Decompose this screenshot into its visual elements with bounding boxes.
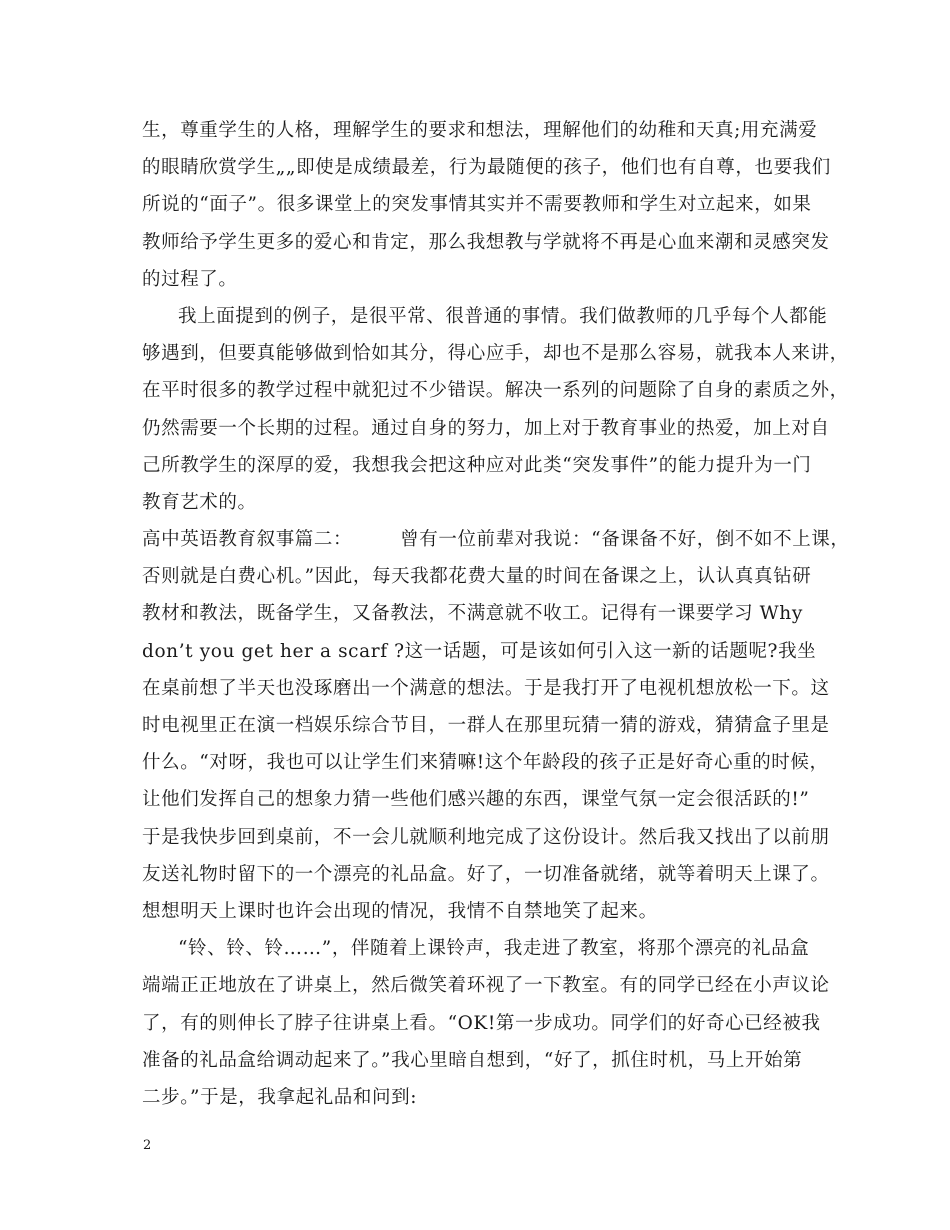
text-line: 够遇到，但要真能够做到恰如其分，得心应手，却也不是那么容易，就我本人来讲，	[142, 343, 849, 365]
body-text	[142, 112, 850, 1116]
text-line: 仍然需要一个长期的过程。通过自身的努力，加上对于教育事业的热爱，加上对自	[142, 417, 830, 439]
text-line: 我上面提到的例子，是很平常、很普通的事情。我们做教师的几乎每个人都能	[178, 305, 828, 327]
text-line: 准备的礼品盒给调动起来了。”我心里暗自想到，“好了，抓住时机，马上开始第	[142, 1049, 803, 1071]
text-line: “铃、铃、铃……”，伴随着上课铃声，我走进了教室，将那个漂亮的礼品盒	[178, 938, 810, 960]
text-line: 否则就是白费心机。”因此，每天我都花费大量的时间在备课之上，认认真真钻研	[142, 566, 812, 588]
text-line: 在平时很多的教学过程中就犯过不少错误。解决一系列的问题除了自身的素质之外，	[142, 380, 849, 402]
text-line: don’t you get her a scarf ?这一话题，可是该如何引入这一新的话题呢?我坐	[142, 640, 817, 662]
text-line: 在桌前想了半天也没琢磨出一个满意的想法。于是我打开了电视机想放松一下。这	[142, 677, 830, 699]
text-line: 端端正正地放在了讲桌上，然后微笑着环视了一下教室。有的同学已经在小声议论	[142, 975, 830, 997]
text-line: 教材和教法，既备学生，又备教法，不满意就不收工。记得有一课要学习 Why	[142, 603, 803, 625]
text-line: 教师给予学生更多的爱心和肯定，那么我想教与学就将不再是心血来潮和灵感突发	[142, 231, 830, 253]
text-line: 时电视里正在演一档娱乐综合节目，一群人在那里玩猜一猜的游戏，猜猜盒子里是	[142, 715, 830, 736]
text-line: 教育艺术的。	[142, 491, 257, 513]
text-line: 所说的“面子”。很多课堂上的突发事情其实并不需要教师和学生对立起来，如果	[142, 194, 812, 216]
text-line: 的眼睛欣赏学生„„即使是成绩最差，行为最随便的孩子，他们也有自尊，也要我们	[142, 157, 831, 179]
text-line: 的过程了。	[142, 268, 238, 290]
text-line: 二步。”于是，我拿起礼品和问到:	[142, 1086, 418, 1108]
text-line: 什么。“对呀，我也可以让学生们来猜嘛!这个年龄段的孩子正是好奇心重的时候，	[142, 752, 829, 774]
text-line: 让他们发挥自己的想象力猜一些他们感兴趣的东西，课堂气氛一定会很活跃的!”	[142, 789, 810, 811]
page-number: 2	[143, 1138, 152, 1153]
text-line: 高中英语教育叙事篇二： 曾有一位前辈对我说：“备课备不好，倒不如不上课，	[142, 529, 850, 551]
text-line: 于是我快步回到桌前，不一会儿就顺利地完成了这份设计。然后我又找出了以前朋	[142, 826, 830, 848]
text-line: 友送礼物时留下的一个漂亮的礼品盒。好了，一切准备就绪，就等着明天上课了。	[142, 863, 830, 885]
text-line: 了，有的则伸长了脖子往讲桌上看。“OK!第一步成功。同学们的好奇心已经被我	[142, 1012, 821, 1034]
text-line: 己所教学生的深厚的爱，我想我会把这种应对此类“突发事件”的能力提升为一门	[142, 454, 812, 476]
text-line: 想想明天上课时也许会出现的情况，我情不自禁地笑了起来。	[142, 900, 658, 922]
text-line: 生，尊重学生的人格，理解学生的要求和想法，理解他们的幼稚和天真;用充满爱	[142, 120, 818, 141]
